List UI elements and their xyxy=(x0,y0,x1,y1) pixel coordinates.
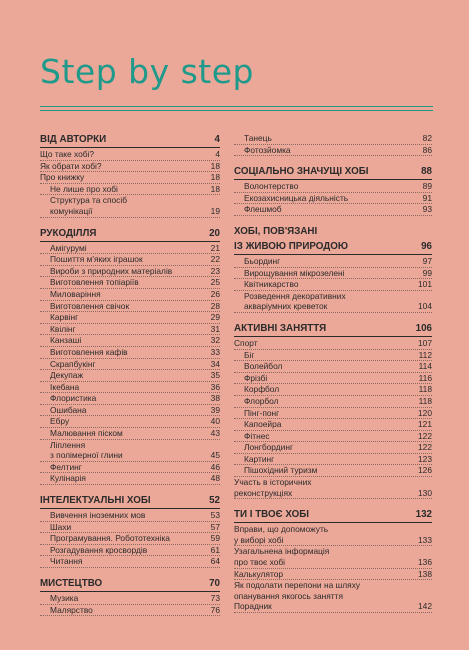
toc-entry-page: 26 xyxy=(210,288,220,299)
toc-entry xyxy=(234,133,432,145)
toc-entry-page: 104 xyxy=(418,301,432,312)
toc-section xyxy=(40,227,220,485)
toc-entry-page: 123 xyxy=(418,453,432,464)
toc-entry xyxy=(234,535,432,547)
toc-section-heading-page: 96 xyxy=(421,240,432,252)
toc-entry-label: Вивчення іноземних мов xyxy=(50,510,146,521)
toc-entry-label: Читання xyxy=(50,556,83,567)
toc-section-heading xyxy=(40,494,220,509)
toc-entry-label: у виборі хобі xyxy=(234,534,284,545)
toc-entry xyxy=(234,557,432,569)
toc-entry-label: Танець xyxy=(244,133,272,143)
toc-entry xyxy=(234,396,432,408)
toc-entry xyxy=(234,442,432,454)
toc-entry-page: 86 xyxy=(422,144,432,155)
toc-entry-label: Карвінг xyxy=(50,312,79,323)
toc-entry-label: Ліплення xyxy=(50,439,86,450)
toc-entry-label: Виготовлення свічок xyxy=(50,300,130,311)
toc-entry xyxy=(40,533,220,545)
toc-section xyxy=(40,494,220,568)
toc-entry xyxy=(40,206,220,218)
toc-entry xyxy=(40,312,220,324)
toc-entry-label: Фотозйомка xyxy=(244,144,291,155)
toc-entry-page: 18 xyxy=(210,183,220,194)
toc-entry-label: Екозахисницька діяльність xyxy=(244,192,349,203)
toc-section-heading xyxy=(234,322,432,337)
toc-entry-page: 38 xyxy=(210,393,220,404)
toc-entry-page: 99 xyxy=(422,267,432,278)
toc-entry-label: Лонгбординг xyxy=(244,442,293,453)
toc-entry xyxy=(234,373,432,385)
toc-entry-page: 25 xyxy=(210,277,220,288)
toc-section-heading-page: 20 xyxy=(209,227,220,239)
toc-section xyxy=(234,508,432,613)
toc-section-heading-label: МИСТЕЦТВО xyxy=(40,578,103,589)
toc-entry-label: Картинг xyxy=(244,453,275,464)
toc-entry-page: 121 xyxy=(418,419,432,430)
toc-entry xyxy=(40,243,220,255)
toc-entry xyxy=(40,335,220,347)
toc-entry-page: 32 xyxy=(210,335,220,346)
toc-entry-page: 59 xyxy=(210,533,220,544)
toc-entry-label: Вирощування мікрозелені xyxy=(244,267,345,278)
toc-entry-label: Ікебана xyxy=(50,381,80,392)
toc-entry xyxy=(40,370,220,382)
toc-entry xyxy=(234,591,432,602)
toc-entry-label: Кулінарія xyxy=(50,473,86,484)
toc-entry-label: Вироби з природних матеріалів xyxy=(50,265,173,276)
toc-entry xyxy=(40,277,220,289)
toc-entry xyxy=(40,195,220,206)
toc-section-heading-label: ІЗ ЖИВОЮ ПРИРОДОЮ xyxy=(234,240,348,252)
toc-entry-page: 61 xyxy=(210,544,220,555)
toc-entry-page: 82 xyxy=(422,133,432,143)
toc-section-heading-page: 132 xyxy=(415,509,432,521)
toc-entry xyxy=(40,462,220,474)
toc-entry-page: 133 xyxy=(418,534,432,545)
toc-section-heading xyxy=(234,225,432,239)
toc-entry-label: Що таке хобі? xyxy=(40,149,95,159)
toc-entry-page: 40 xyxy=(210,416,220,427)
toc-entry-page: 76 xyxy=(210,604,220,615)
toc-entry-label: Участь в історичних xyxy=(234,477,312,488)
toc-entry xyxy=(234,580,432,591)
toc-entry-page: 39 xyxy=(210,404,220,415)
toc-entry xyxy=(234,419,432,431)
toc-entry-label: Виготовлення топіаріїв xyxy=(50,277,139,288)
toc-entry xyxy=(40,254,220,266)
toc-entry-page: 19 xyxy=(210,205,220,216)
toc-entry-label: Ошибана xyxy=(50,404,87,415)
toc-entry-label: Флешмоб xyxy=(244,204,282,215)
toc-section-heading-label: ВІД АВТОРКИ xyxy=(40,134,107,145)
toc-entry-label: Біг xyxy=(244,349,255,360)
toc-entry-label: Волейбол xyxy=(244,361,283,372)
toc-entry xyxy=(234,145,432,157)
toc-entry xyxy=(40,161,220,173)
toc-entry-label: Бьординг xyxy=(244,255,281,266)
toc-entry-label: Шахи xyxy=(50,521,72,532)
toc-entry-page: 112 xyxy=(418,349,432,360)
toc-entry-page: 122 xyxy=(418,430,432,441)
toc-entry xyxy=(234,193,432,205)
toc-entry-label: Розгадування кросвордів xyxy=(50,544,148,555)
toc-section-heading-page: 88 xyxy=(421,166,432,178)
toc-entry xyxy=(40,545,220,557)
toc-section-heading-page: 4 xyxy=(214,134,220,145)
toc-entry-page: 122 xyxy=(418,442,432,453)
toc-entry-label: Спорт xyxy=(234,337,258,348)
toc-entry xyxy=(40,416,220,428)
toc-section-heading-page: 70 xyxy=(209,578,220,589)
toc-right-column xyxy=(234,133,432,622)
toc-entry-page: 64 xyxy=(210,556,220,567)
page-title: Step by step xyxy=(40,52,254,91)
toc-entry xyxy=(234,268,432,280)
toc-entry-page: 73 xyxy=(210,593,220,603)
toc-section-heading xyxy=(234,240,432,255)
toc-entry-page: 136 xyxy=(418,557,432,568)
toc-entry-label: акваріумних креветок xyxy=(244,301,328,312)
toc-entry xyxy=(40,184,220,196)
toc-entry-label: Порадник xyxy=(234,601,272,612)
toc-entry xyxy=(40,172,220,184)
toc-entry-label: Волонтерство xyxy=(244,181,299,192)
toc-entry-label: комунікації xyxy=(50,205,93,216)
toc-entry-label: про твоє хобі xyxy=(234,557,286,568)
toc-section-heading-label: ХОБІ, ПОВ'ЯЗАНІ xyxy=(234,225,318,237)
toc-entry-page: 35 xyxy=(210,370,220,381)
toc-entry-label: Фелтинг xyxy=(50,461,82,472)
toc-entry-page: 53 xyxy=(210,510,220,521)
toc-entry xyxy=(234,569,432,581)
toc-section-heading-page: 52 xyxy=(209,495,220,507)
toc-entry xyxy=(40,440,220,451)
toc-entry-label: Малярство xyxy=(50,604,93,615)
toc-entry xyxy=(234,488,432,500)
toc-entry-page: 93 xyxy=(422,204,432,215)
toc-entry-page: 118 xyxy=(418,395,432,406)
toc-entry-label: реконструкціях xyxy=(234,487,293,498)
toc-entry-label: Структура та спосіб xyxy=(50,195,128,206)
toc-entry-label: Пішохідний туризм xyxy=(244,465,318,476)
toc-section xyxy=(234,322,432,499)
toc-entry-page: 138 xyxy=(418,568,432,579)
toc-entry-page: 22 xyxy=(210,254,220,265)
toc-section xyxy=(40,133,220,218)
toc-entry xyxy=(234,279,432,291)
toc-entry xyxy=(40,301,220,313)
toc-entry xyxy=(40,266,220,278)
toc-entry-label: Капоейра xyxy=(244,419,282,430)
toc-entry xyxy=(40,605,220,617)
toc-entry-label: Як подолати перепони на шляху xyxy=(234,580,361,591)
title-rule-bottom xyxy=(40,110,433,111)
toc-entry-page: 31 xyxy=(210,323,220,334)
toc-entry xyxy=(40,473,220,485)
toc-entry xyxy=(40,359,220,371)
toc-entry xyxy=(234,524,432,535)
toc-entry xyxy=(40,510,220,522)
toc-entry-label: Квітникарство xyxy=(244,279,299,290)
toc-section-heading-label: АКТИВНІ ЗАНЯТТЯ xyxy=(234,322,327,334)
toc-section-heading xyxy=(40,227,220,242)
toc-entry-page: 23 xyxy=(210,265,220,276)
toc-entry-page: 126 xyxy=(418,465,432,476)
toc-entry-page: 34 xyxy=(210,358,220,369)
toc-entry-label: опанування якогось заняття xyxy=(234,590,344,601)
toc-entry-page: 91 xyxy=(422,192,432,203)
toc-entry xyxy=(234,431,432,443)
toc-entry xyxy=(234,338,432,350)
toc-entry xyxy=(40,324,220,336)
toc-entry-page: 120 xyxy=(418,407,432,418)
toc-entry-page: 46 xyxy=(210,461,220,472)
toc-entry-label: Квілінг xyxy=(50,323,76,334)
toc-entry xyxy=(234,256,432,268)
toc-entry-page: 21 xyxy=(210,242,220,253)
toc-section xyxy=(234,165,432,216)
toc-entry xyxy=(40,382,220,394)
toc-entry-page: 36 xyxy=(210,381,220,392)
toc-entry xyxy=(234,465,432,477)
toc-entry-page: 107 xyxy=(418,337,432,348)
toc-entry-label: Калькулятор xyxy=(234,568,284,579)
toc-entry xyxy=(234,361,432,373)
toc-entry-label: Фрізбі xyxy=(244,372,268,383)
toc-section-heading-page: 106 xyxy=(415,322,432,334)
toc-entry-label: Як обрати хобі? xyxy=(40,160,102,171)
toc-entry-page: 29 xyxy=(210,312,220,323)
toc-entry-label: Флорбол xyxy=(244,395,279,406)
toc-section-heading-label: ТИ І ТВОЄ ХОБІ xyxy=(234,509,309,521)
toc-entry-label: Вправи, що допоможуть xyxy=(234,524,329,535)
toc-entry-page: 18 xyxy=(210,172,220,183)
toc-entry-label: Флористика xyxy=(50,393,97,404)
toc-entry xyxy=(40,522,220,534)
toc-entry-label: Виготовлення кафів xyxy=(50,346,128,357)
toc-entry-page: 43 xyxy=(210,428,220,439)
toc-entry-label: Корфбол xyxy=(244,384,280,395)
toc-section xyxy=(234,225,432,239)
toc-entry-label: Розведення декоративних xyxy=(244,290,346,301)
toc-entry-label: Музика xyxy=(50,593,79,603)
toc-entry-page: 28 xyxy=(210,300,220,311)
toc-section-heading-label: СОЦІАЛЬНО ЗНАЧУЩІ ХОБІ xyxy=(234,166,369,178)
toc-entry-label: Пошиття м'яких іграшок xyxy=(50,254,143,265)
toc-entry xyxy=(234,454,432,466)
toc-entry xyxy=(234,301,432,313)
toc-section-heading-label: ІНТЕЛЕКТУАЛЬНІ ХОБІ xyxy=(40,495,151,507)
toc-entry xyxy=(234,204,432,216)
toc-entry xyxy=(40,450,220,462)
toc-entry-label: Не лише про хобі xyxy=(50,183,118,194)
toc-entry xyxy=(40,347,220,359)
toc-entry xyxy=(234,181,432,193)
toc-entry-page: 142 xyxy=(418,601,432,612)
toc-entry-label: Про книжку xyxy=(40,172,85,183)
toc-entry xyxy=(40,393,220,405)
toc-entry-page: 130 xyxy=(418,487,432,498)
toc-entry xyxy=(40,593,220,605)
toc-entry-page: 45 xyxy=(210,450,220,461)
toc-entry-page: 101 xyxy=(418,279,432,290)
toc-section xyxy=(40,577,220,616)
toc-entry-page: 18 xyxy=(210,160,220,171)
toc-entry-label: Малювання піском xyxy=(50,428,123,439)
toc-entry-label: з полімерної глини xyxy=(50,450,123,461)
toc-left-column xyxy=(40,133,220,625)
toc-entry-page: 118 xyxy=(418,384,432,395)
toc-entry xyxy=(234,384,432,396)
toc-entry xyxy=(234,408,432,420)
title-rule-top xyxy=(40,106,433,107)
toc-entry xyxy=(234,291,432,302)
toc-entry xyxy=(40,428,220,440)
toc-entry-page: 57 xyxy=(210,521,220,532)
toc-entry-page: 4 xyxy=(215,149,220,159)
toc-entry xyxy=(234,601,432,613)
toc-entry xyxy=(40,556,220,568)
toc-section xyxy=(234,133,432,156)
toc-entry-page: 97 xyxy=(422,255,432,266)
toc-section-heading xyxy=(40,577,220,592)
toc-entry-page: 116 xyxy=(418,372,432,383)
toc-section-heading-label: РУКОДІЛЛЯ xyxy=(40,227,97,239)
toc-entry-page: 33 xyxy=(210,346,220,357)
toc-entry xyxy=(234,477,432,488)
toc-entry-label: Канзаші xyxy=(50,335,82,346)
toc-section-heading xyxy=(234,508,432,523)
toc-entry-page: 48 xyxy=(210,473,220,484)
toc-entry-label: Програмування. Робототехніка xyxy=(50,533,170,544)
toc-entry xyxy=(40,149,220,161)
toc-entry xyxy=(234,546,432,557)
toc-entry-label: Декупаж xyxy=(50,370,84,381)
toc-entry xyxy=(40,405,220,417)
toc-section xyxy=(234,240,432,313)
toc-entry-label: Миловаріння xyxy=(50,288,101,299)
toc-entry-page: 114 xyxy=(418,361,432,372)
toc-entry-label: Амігурумі xyxy=(50,242,87,253)
toc-entry-label: Фітнес xyxy=(244,430,270,441)
toc-section-heading xyxy=(40,133,220,148)
toc-section-heading xyxy=(234,165,432,180)
toc-entry-label: Скрапбукінг xyxy=(50,358,96,369)
toc-entry-label: Пінг-понг xyxy=(244,407,280,418)
toc-entry xyxy=(40,289,220,301)
toc-entry xyxy=(234,350,432,362)
toc-entry-page: 89 xyxy=(422,181,432,192)
toc-entry-label: Ебру xyxy=(50,416,70,427)
toc-entry-label: Узагальнена інформація xyxy=(234,546,330,557)
